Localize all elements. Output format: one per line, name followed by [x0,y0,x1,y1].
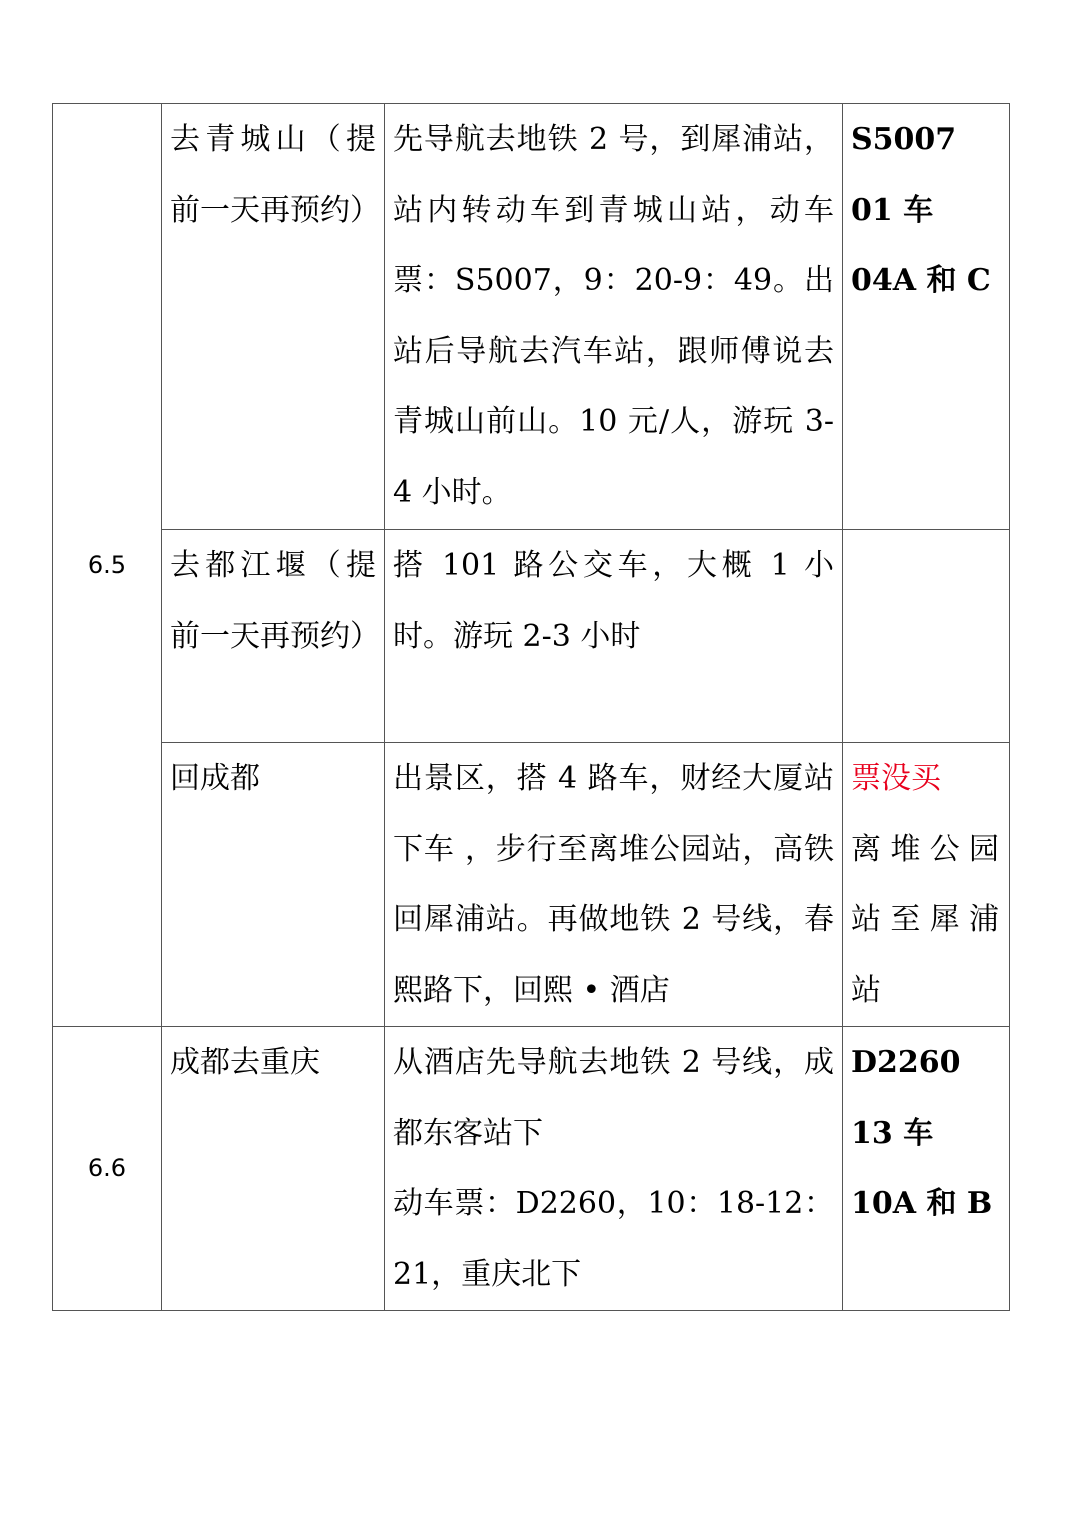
destination-cell: 回成都 [162,743,385,1027]
details-cell: 先导航去地铁 2 号，到犀浦站，站内转动车到青城山站，动车票：S5007，9：20-9：49。出站后导航去汽车站，跟师傅说去青城山前山。10 元/人，游玩 3-4 小时。 [385,104,843,530]
ticket-cell [843,104,1010,530]
details-cell: 出景区，搭 4 路车，财经大厦站 下车 ，步行至离堆公园站，高铁回犀浦站。再做地铁 2 号线，春熙路下，回熙 • 酒店 [385,743,843,1027]
details-line: 从酒店先导航去地铁 2 号线，成都东客站下 [393,1045,834,1151]
seat-number: 10A 和 B [851,1186,993,1221]
table-row [53,1027,1010,1311]
destination-cell: 去都江堰（提前一天再预约） [162,530,385,743]
destination-cell: 成都去重庆 [162,1027,385,1311]
table-row [53,743,1010,1027]
seat-number: 04A 和 C [851,263,991,298]
ticket-warning: 票没买 [851,761,941,796]
details-line: 动车票：D2260，10：18-12：21，重庆北下 [393,1186,834,1292]
ticket-cell [843,530,1010,743]
table-row [53,530,1010,743]
coach-number: 13 车 [851,1115,934,1151]
details-cell [385,1027,843,1311]
itinerary-table [52,103,1010,1311]
destination-cell: 去青城山（提前一天再预约） [162,104,385,530]
details-cell: 搭 101 路公交车，大概 1 小时。游玩 2-3 小时 [385,530,843,743]
date-cell: 6.5 [53,104,162,1027]
train-number: S5007 [851,122,957,157]
ticket-cell [843,743,1010,1027]
ticket-cell [843,1027,1010,1311]
ticket-note: 离堆公园站至犀浦站 [851,831,1001,1008]
table-row [53,104,1010,530]
train-number: D2260 [851,1045,961,1080]
coach-number: 01 车 [851,192,934,228]
date-cell: 6.6 [53,1027,162,1311]
